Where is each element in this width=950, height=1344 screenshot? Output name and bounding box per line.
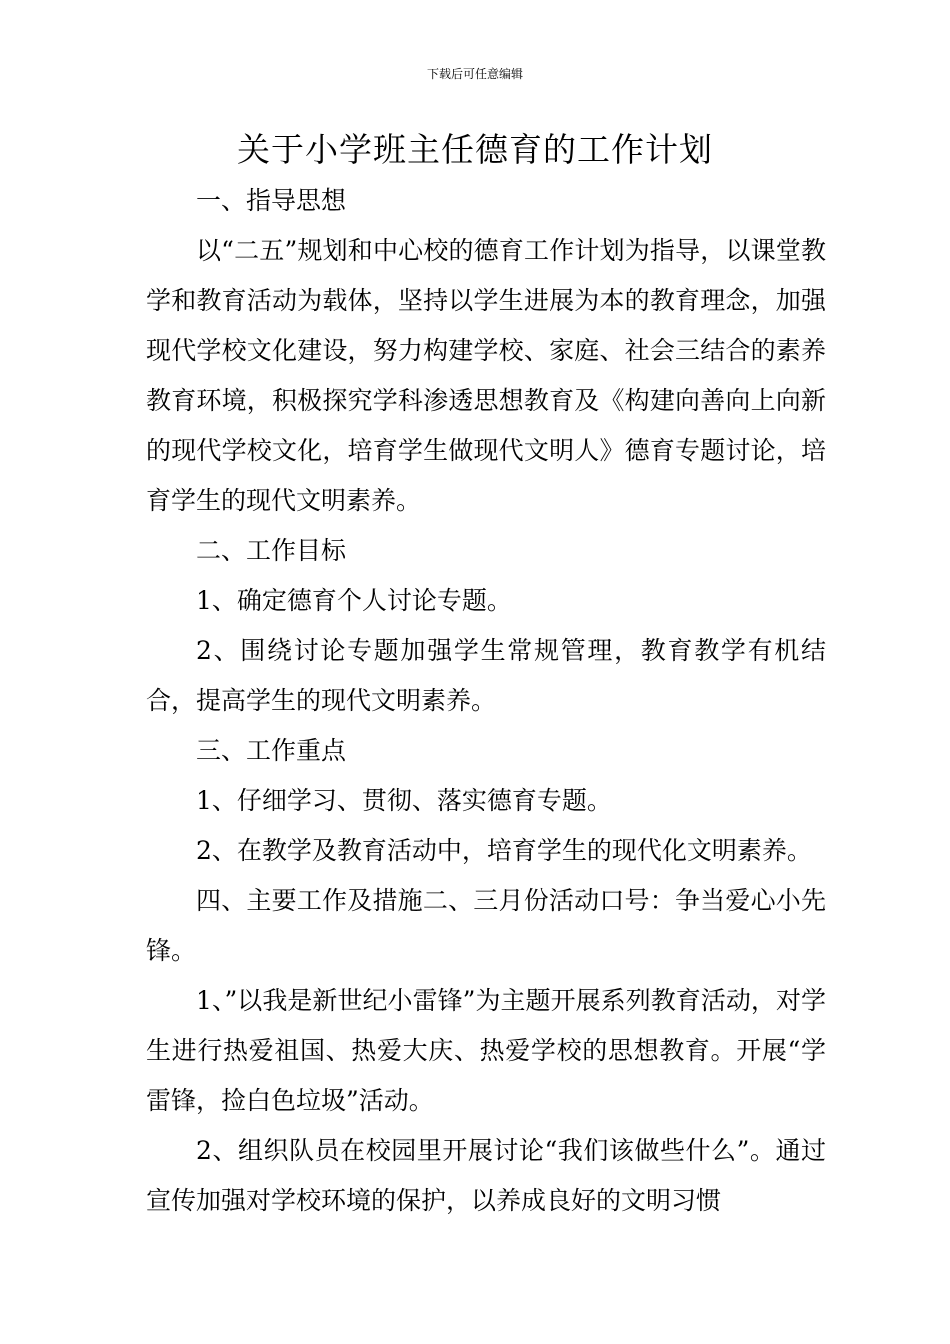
section-heading-main-work: 四、主要工作及措施二、三月份活动口号：争当爱心小先锋。	[146, 886, 826, 965]
section-heading-guiding-ideology: 一、指导思想	[196, 186, 347, 215]
document-title: 关于小学班主任德育的工作计划	[237, 130, 713, 169]
list-item-focus-2: 2、在教学及教育活动中，培育学生的现代化文明素养。	[196, 836, 812, 865]
list-item-measure-2: 2、组织队员在校园里开展讨论“我们该做些什么”。通过宣传加强对学校环境的保护，以养成良好的文明习惯	[146, 1136, 826, 1215]
list-item-focus-1: 1、仔细学习、贯彻、落实德育专题。	[196, 786, 612, 815]
paragraph-guiding-ideology: 以“二五”规划和中心校的德育工作计划为指导，以课堂教学和教育活动为载体，坚持以学生进展为本的教育理念，加强现代学校文化建设，努力构建学校、家庭、社会三结合的素养教育环境，积极探究学科渗透思想教育及《构建向善向上向新的现代学校文化，培育学生做现代文明人》德育专题讨论，培育学生的现代文明素养。	[146, 236, 826, 515]
section-heading-work-focus: 三、工作重点	[196, 736, 347, 765]
list-item-goal-1: 1、确定德育个人讨论专题。	[196, 586, 512, 615]
document-body	[146, 176, 826, 1226]
section-heading-work-goals: 二、工作目标	[196, 536, 347, 565]
list-item-goal-2: 2、围绕讨论专题加强学生常规管理，教育教学有机结合，提高学生的现代文明素养。	[146, 636, 826, 715]
header-note: 下载后可任意编辑	[426, 67, 523, 81]
list-item-measure-1: 1、”以我是新世纪小雷锋”为主题开展系列教育活动，对学生进行热爱祖国、热爱大庆、热爱学校的思想教育。开展“学雷锋，捡白色垃圾”活动。	[146, 986, 826, 1115]
